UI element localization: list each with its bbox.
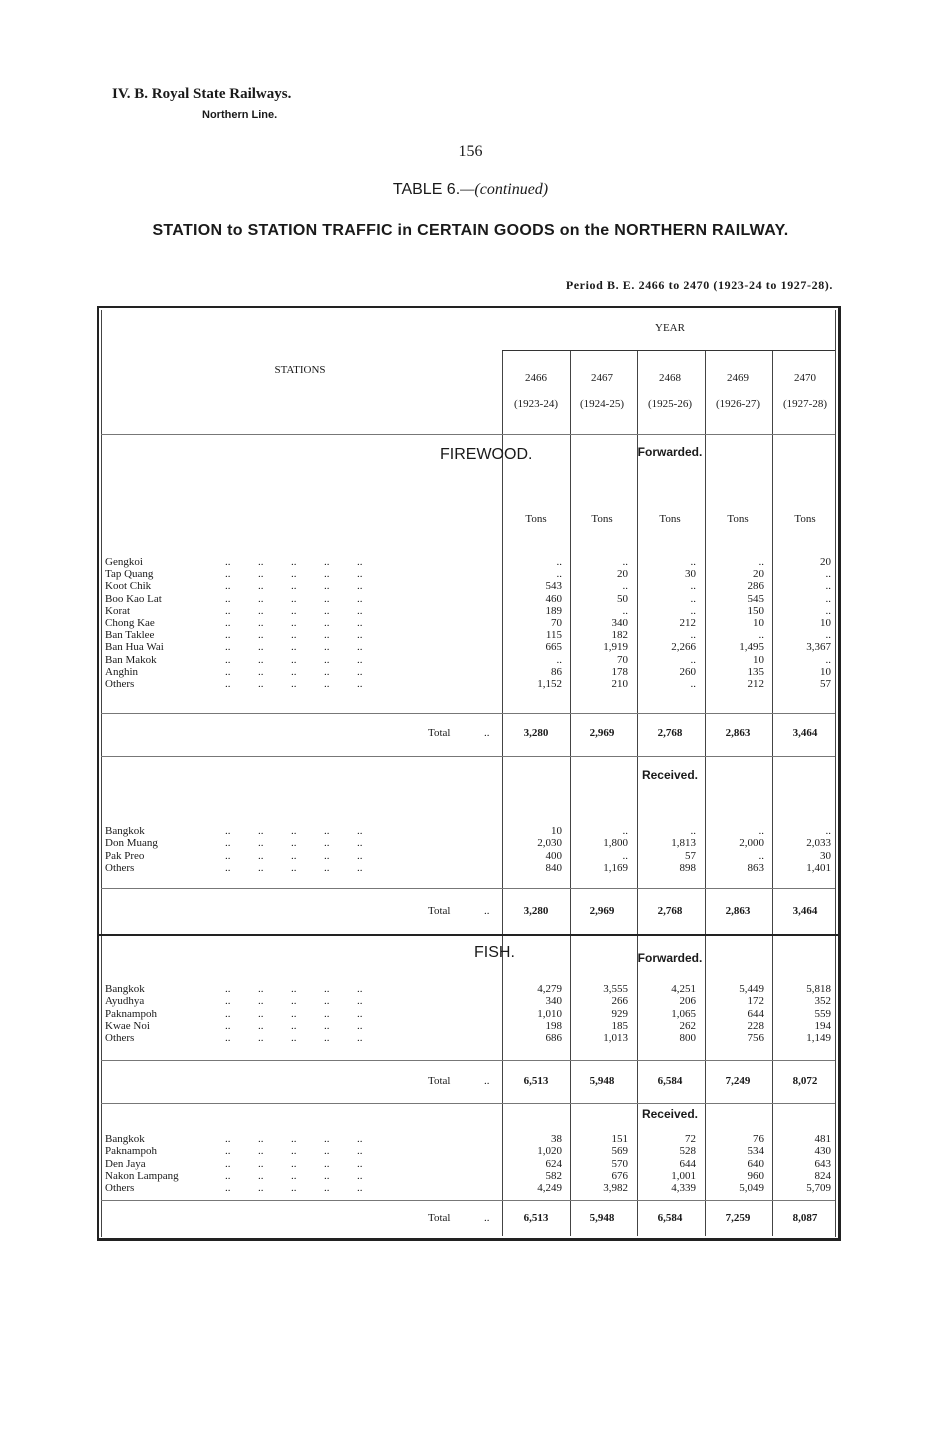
table-cell: ..	[556, 568, 562, 581]
table-cell: 10	[753, 653, 764, 666]
year-rule	[502, 350, 835, 351]
table-row	[105, 850, 835, 862]
table-cell: 5,049	[739, 1182, 764, 1195]
leader-dots: .. .. .. .. ..	[225, 825, 363, 837]
table-cell: 57	[820, 678, 831, 690]
year-ad-2468: (1925-26)	[648, 398, 692, 410]
table-cell: 1,010	[537, 1007, 562, 1020]
table-cell: 898	[679, 861, 696, 874]
leader-dots: .. .. .. .. ..	[225, 617, 363, 629]
unit-tons-2466: Tons	[525, 513, 547, 525]
table-cell: ..	[758, 849, 764, 862]
fish-forwarded-total-value: 5,948	[589, 1075, 615, 1087]
table-cell: 76	[753, 1133, 764, 1145]
table-cell: 194	[814, 1019, 831, 1032]
leader-dots: .. .. .. .. ..	[225, 1157, 363, 1170]
table-cell: 70	[617, 653, 628, 666]
table-cell: 57	[685, 849, 696, 862]
table-cell: 3,367	[806, 641, 831, 654]
table-row	[105, 862, 835, 874]
stations-header: STATIONS	[274, 364, 326, 376]
year-be-2468: 2468	[659, 372, 681, 384]
table-cell: 534	[747, 1145, 764, 1158]
table-row	[105, 666, 835, 678]
station-name: Chong Kae	[105, 617, 155, 629]
table-cell: 643	[814, 1157, 831, 1170]
table-cell: 340	[545, 995, 562, 1008]
leader-dots: .. .. .. .. ..	[225, 629, 363, 642]
table-row	[105, 1158, 835, 1170]
table-row	[105, 983, 835, 995]
table-row	[105, 1133, 835, 1145]
table-cell: 543	[545, 580, 562, 593]
fish-forwarded-label: Forwarded.	[637, 951, 703, 965]
table-cell: 228	[747, 1019, 764, 1032]
firewood-rcv-total-rule	[101, 888, 835, 889]
fish-received-total-value: 8,087	[792, 1212, 818, 1224]
year-ad-2466: (1923-24)	[514, 398, 558, 410]
table-cell: 72	[685, 1133, 696, 1145]
station-name: Anghin	[105, 665, 138, 678]
year-ad-2469: (1926-27)	[716, 398, 760, 410]
fish-received-total-label: Total	[428, 1212, 451, 1224]
leader-dots: .. .. .. .. ..	[225, 1133, 363, 1145]
table-cell: ..	[690, 604, 696, 617]
table-cell: 640	[747, 1157, 764, 1170]
station-name: Others	[105, 1182, 135, 1195]
leader-dots: .. .. .. .. ..	[225, 861, 363, 874]
table-cell: 1,800	[603, 837, 628, 850]
year-ad-2467: (1924-25)	[580, 398, 624, 410]
table-cell: 545	[747, 592, 764, 605]
table-cell: 1,152	[537, 678, 562, 690]
table-cell: ..	[690, 556, 696, 568]
firewood-received-total-value: 2,863	[725, 905, 751, 917]
table-cell: ..	[825, 592, 831, 605]
table-row	[105, 1020, 835, 1032]
station-name: Boo Kao Lat	[105, 592, 162, 605]
fish-rcv-total-rule	[101, 1200, 835, 1201]
table-cell: 800	[679, 1032, 696, 1045]
unit-tons-2467: Tons	[591, 513, 613, 525]
station-name: Ban Makok	[105, 653, 157, 666]
table-cell: ..	[556, 556, 562, 568]
table-row	[105, 568, 835, 580]
leader-dots: .. .. .. .. ..	[225, 1145, 363, 1158]
table-cell: 151	[611, 1133, 628, 1145]
table-cell: 210	[611, 678, 628, 690]
table-cell: 2,030	[537, 837, 562, 850]
table-cell: 70	[551, 617, 562, 629]
table-cell: 260	[679, 665, 696, 678]
fish-title: FISH.	[474, 944, 515, 961]
table-cell: 198	[545, 1019, 562, 1032]
table-cell: ..	[825, 825, 831, 837]
station-name: Kwae Noi	[105, 1019, 150, 1032]
table-label	[0, 181, 941, 199]
table-cell: 20	[617, 568, 628, 581]
year-ad-2470: (1927-28)	[783, 398, 827, 410]
station-name: Ban Hua Wai	[105, 641, 164, 654]
table-cell: 206	[679, 995, 696, 1008]
firewood-received-rule	[101, 756, 835, 757]
table-cell: ..	[556, 653, 562, 666]
fish-forwarded-total-value: 8,072	[792, 1075, 818, 1087]
table-cell: 1,149	[806, 1032, 831, 1045]
table-cell: 352	[814, 995, 831, 1008]
table-cell: 582	[545, 1169, 562, 1182]
table-cell: 185	[611, 1019, 628, 1032]
table-row	[105, 1008, 835, 1020]
table-cell: 4,279	[537, 983, 562, 995]
leader-dots: .. .. .. .. ..	[225, 678, 363, 690]
table-cell: ..	[622, 825, 628, 837]
firewood-forwarded-total-dots: ..	[484, 727, 490, 739]
station-name: Others	[105, 678, 135, 690]
fish-forwarded-total-value: 6,584	[657, 1075, 683, 1087]
firewood-received-total-value: 2,969	[589, 905, 615, 917]
firewood-received-label: Received.	[641, 768, 699, 782]
table-cell: 5,449	[739, 983, 764, 995]
table-cell: 1,065	[671, 1007, 696, 1020]
firewood-received-total-dots: ..	[484, 905, 490, 917]
station-name: Tap Quang	[105, 568, 154, 581]
fish-received-total-value: 7,259	[725, 1212, 751, 1224]
table-cell: 50	[617, 592, 628, 605]
table-cell: 212	[747, 678, 764, 690]
unit-tons-2468: Tons	[659, 513, 681, 525]
table-cell: 1,020	[537, 1145, 562, 1158]
table-row	[105, 617, 835, 629]
firewood-forwarded-total-value: 2,768	[657, 727, 683, 739]
station-name: Paknampoh	[105, 1007, 157, 1020]
fish-forwarded-total-dots: ..	[484, 1075, 490, 1087]
table-cell: 4,339	[671, 1182, 696, 1195]
table-cell: ..	[825, 568, 831, 581]
station-name: Others	[105, 861, 135, 874]
year-be-2466: 2466	[525, 372, 547, 384]
firewood-received-total-value: 2,768	[657, 905, 683, 917]
leader-dots: .. .. .. .. ..	[225, 592, 363, 605]
table-cell: 10	[551, 825, 562, 837]
fish-received-total-value: 6,513	[523, 1212, 549, 1224]
firewood-forwarded-total-label: Total	[428, 727, 451, 739]
station-name: Ban Taklee	[105, 629, 155, 642]
table-cell: 863	[747, 861, 764, 874]
table-cell: 135	[747, 665, 764, 678]
table-cell: 1,813	[671, 837, 696, 850]
table-number: TABLE 6.	[392, 181, 461, 198]
table-cell: 2,000	[739, 837, 764, 850]
station-name: Bangkok	[105, 983, 145, 995]
period-caption: Period B. E. 2466 to 2470 (1923-24 to 1927-28).	[565, 278, 833, 292]
page-number: 156	[458, 143, 483, 160]
table-cell: 624	[545, 1157, 562, 1170]
table-cell: 840	[545, 861, 562, 874]
table-cell: 570	[611, 1157, 628, 1170]
leader-dots: .. .. .. .. ..	[225, 837, 363, 850]
table-row	[105, 1182, 835, 1194]
table-cell: 5,709	[806, 1182, 831, 1195]
table-cell: 644	[679, 1157, 696, 1170]
station-name: Bangkok	[105, 825, 145, 837]
table-cell: 286	[747, 580, 764, 593]
table-cell: 266	[611, 995, 628, 1008]
table-cell: ..	[690, 653, 696, 666]
unit-tons-2469: Tons	[727, 513, 749, 525]
table-cell: 3,982	[603, 1182, 628, 1195]
table-cell: 10	[753, 617, 764, 629]
leader-dots: .. .. .. .. ..	[225, 1019, 363, 1032]
table-cell: 86	[551, 665, 562, 678]
table-row	[105, 605, 835, 617]
table-cell: 1,001	[671, 1169, 696, 1182]
table-cell: 20	[753, 568, 764, 581]
fish-received-total-value: 5,948	[589, 1212, 615, 1224]
table-cell: 1,495	[739, 641, 764, 654]
fish-received-total-dots: ..	[484, 1212, 490, 1224]
table-cell: 1,919	[603, 641, 628, 654]
table-cell: 212	[679, 617, 696, 629]
leader-dots: .. .. .. .. ..	[225, 1169, 363, 1182]
table-cell: 2,033	[806, 837, 831, 850]
table-cell: ..	[825, 653, 831, 666]
station-name: Korat	[105, 604, 131, 617]
table-cell: ..	[690, 678, 696, 690]
station-name: Others	[105, 1032, 135, 1045]
table-row	[105, 995, 835, 1007]
table-cell: ..	[690, 825, 696, 837]
leader-dots: .. .. .. .. ..	[225, 665, 363, 678]
firewood-received-total-value: 3,280	[523, 905, 549, 917]
station-name: Don Muang	[105, 837, 158, 850]
table-cell: 4,249	[537, 1182, 562, 1195]
leader-dots: .. .. .. .. ..	[225, 1007, 363, 1020]
firewood-forwarded-total-value: 3,280	[523, 727, 549, 739]
line-subheading: Northern Line.	[202, 109, 278, 121]
table-row	[105, 629, 835, 641]
table-cell: 569	[611, 1145, 628, 1158]
table-row	[105, 678, 835, 690]
frame-inner-right-rule	[835, 310, 836, 1237]
leader-dots: .. .. .. .. ..	[225, 995, 363, 1008]
table-cell: 824	[814, 1169, 831, 1182]
leader-dots: .. .. .. .. ..	[225, 653, 363, 666]
table-row	[105, 580, 835, 592]
table-cell: ..	[825, 580, 831, 593]
table-cell: 400	[545, 849, 562, 862]
table-cell: ..	[622, 580, 628, 593]
station-name: Koot Chik	[105, 580, 152, 593]
firewood-forwarded-total-value: 2,969	[589, 727, 615, 739]
table-cell: 189	[545, 604, 562, 617]
leader-dots: .. .. .. .. ..	[225, 1032, 363, 1045]
year-header: YEAR	[655, 322, 685, 334]
firewood-forwarded-label: Forwarded.	[637, 445, 703, 459]
table-cell: 4,251	[671, 983, 696, 995]
table-cell: 1,401	[806, 861, 831, 874]
firewood-received-total-value: 3,464	[792, 905, 818, 917]
unit-tons-2470: Tons	[794, 513, 816, 525]
leader-dots: .. .. .. .. ..	[225, 849, 363, 862]
station-name: Ayudhya	[105, 995, 145, 1008]
table-cell: 665	[545, 641, 562, 654]
table-cell: 30	[820, 849, 831, 862]
table-cell: ..	[758, 629, 764, 642]
table-cell: 929	[611, 1007, 628, 1020]
table-cell: ..	[622, 556, 628, 568]
table-cell: 430	[814, 1145, 831, 1158]
table-row	[105, 641, 835, 653]
table-cell: ..	[690, 580, 696, 593]
table-cell: 38	[551, 1133, 562, 1145]
table-cell: 460	[545, 592, 562, 605]
table-cell: 1,013	[603, 1032, 628, 1045]
fish-section-rule	[97, 934, 841, 936]
table-continued: —(continued)	[460, 181, 549, 198]
station-name: Gengkoi	[105, 556, 143, 568]
table-cell: 10	[820, 665, 831, 678]
table-cell: 172	[747, 995, 764, 1008]
table-cell: 5,818	[806, 983, 831, 995]
table-cell: 1,169	[603, 861, 628, 874]
table-cell: 30	[685, 568, 696, 581]
table-cell: ..	[622, 604, 628, 617]
table-cell: 3,555	[603, 983, 628, 995]
table-cell: ..	[758, 556, 764, 568]
table-cell: ..	[690, 629, 696, 642]
firewood-forwarded-total-value: 3,464	[792, 727, 818, 739]
leader-dots: .. .. .. .. ..	[225, 604, 363, 617]
firewood-title: FIREWOOD.	[440, 446, 533, 463]
table-cell: ..	[622, 849, 628, 862]
year-be-2470: 2470	[794, 372, 816, 384]
table-cell: 481	[814, 1133, 831, 1145]
leader-dots: .. .. .. .. ..	[225, 641, 363, 654]
leader-dots: .. .. .. .. ..	[225, 1182, 363, 1195]
station-name: Paknampoh	[105, 1145, 157, 1158]
table-cell: ..	[690, 592, 696, 605]
leader-dots: .. .. .. .. ..	[225, 580, 363, 593]
year-be-2469: 2469	[727, 372, 749, 384]
fish-forwarded-total-label: Total	[428, 1075, 451, 1087]
firewood-forwarded-total-value: 2,863	[725, 727, 751, 739]
fish-received-rule	[101, 1103, 835, 1104]
header-bottom-rule	[101, 434, 835, 435]
table-row	[105, 1032, 835, 1044]
table-cell: 115	[545, 629, 562, 642]
table-cell: 10	[820, 617, 831, 629]
frame-inner-left-rule	[101, 310, 102, 1237]
page-title: STATION to STATION TRAFFIC in CERTAIN GOODS on the NORTHERN RAILWAY.	[152, 222, 789, 239]
leader-dots: .. .. .. .. ..	[225, 556, 363, 568]
table-cell: 340	[611, 617, 628, 629]
table-cell: ..	[825, 629, 831, 642]
table-cell: 20	[820, 556, 831, 568]
table-cell: 262	[679, 1019, 696, 1032]
firewood-fwd-total-rule	[101, 713, 835, 714]
station-name: Pak Preo	[105, 849, 145, 862]
table-cell: 528	[679, 1145, 696, 1158]
station-name: Nakon Lampang	[105, 1169, 179, 1182]
table-row	[105, 837, 835, 849]
table-cell: ..	[758, 825, 764, 837]
firewood-received-total-label: Total	[428, 905, 451, 917]
table-cell: 676	[611, 1169, 628, 1182]
table-cell: 178	[611, 665, 628, 678]
fish-received-label: Received.	[641, 1107, 699, 1121]
leader-dots: .. .. .. .. ..	[225, 983, 363, 995]
table-cell: 150	[747, 604, 764, 617]
fish-forwarded-total-value: 7,249	[725, 1075, 751, 1087]
table-cell: 960	[747, 1169, 764, 1182]
table-cell: 559	[814, 1007, 831, 1020]
table-cell: 182	[611, 629, 628, 642]
fish-forwarded-total-value: 6,513	[523, 1075, 549, 1087]
table-cell: ..	[825, 604, 831, 617]
table-row	[105, 1170, 835, 1182]
table-cell: 686	[545, 1032, 562, 1045]
section-heading: IV. B. Royal State Railways.	[112, 86, 292, 102]
station-name: Den Jaya	[105, 1157, 146, 1170]
table-row	[105, 1145, 835, 1157]
table-row	[105, 593, 835, 605]
table-row	[105, 556, 835, 568]
table-cell: 2,266	[671, 641, 696, 654]
table-row	[105, 825, 835, 837]
year-be-2467: 2467	[591, 372, 613, 384]
station-name: Bangkok	[105, 1133, 145, 1145]
table-cell: 644	[747, 1007, 764, 1020]
fish-received-total-value: 6,584	[657, 1212, 683, 1224]
table-cell: 756	[747, 1032, 764, 1045]
fish-fwd-total-rule	[101, 1060, 835, 1061]
leader-dots: .. .. .. .. ..	[225, 568, 363, 581]
table-row	[105, 654, 835, 666]
